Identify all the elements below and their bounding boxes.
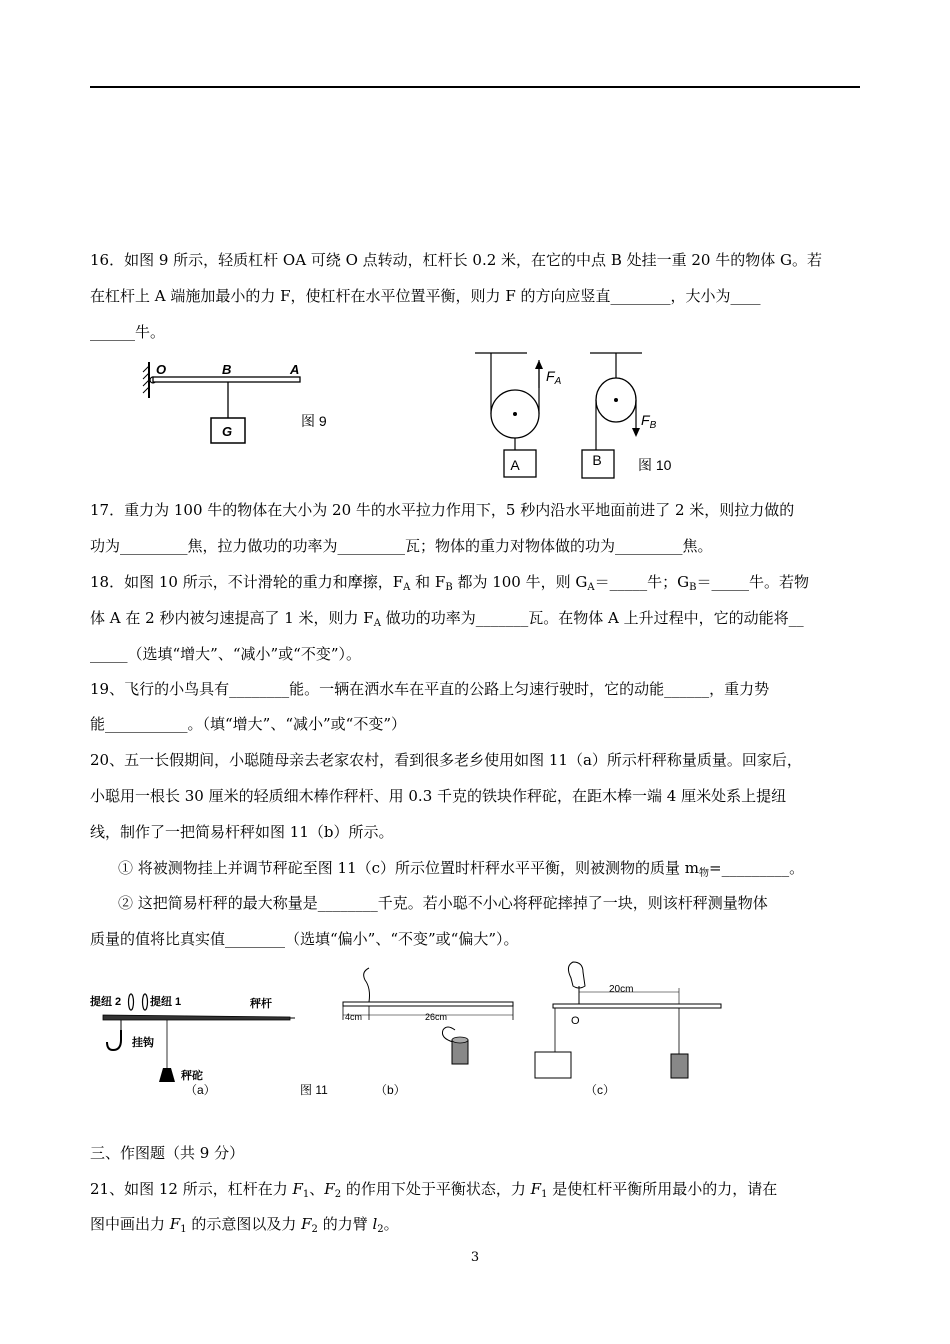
q21-line2: 图中画出力 $F_1$ 的示意图以及力 $F_2$ 的力臂 $l_2$。	[90, 1215, 399, 1235]
q16-line3: ______牛。	[90, 323, 166, 341]
weight-label: 秤砣	[181, 1070, 203, 1082]
q18-line3: _____（选填“增大”、“减小”或“不变”）。	[90, 645, 362, 663]
steelyard-beam	[103, 1015, 290, 1020]
rod-c	[553, 1004, 721, 1008]
knob1	[143, 994, 148, 1010]
hand-c	[568, 962, 585, 988]
object-c	[535, 1052, 571, 1078]
figure-10	[470, 348, 690, 483]
q17-line1: 17．重力为 100 牛的物体在大小为 20 牛的水平拉力作用下，5 秒内沿水平地面前进了 2 米，则拉力做的	[90, 501, 795, 519]
weight-b	[452, 1040, 468, 1064]
beam-label: 秤杆	[250, 998, 272, 1010]
box-a	[504, 450, 536, 477]
figure-9	[135, 356, 365, 452]
len-4cm: 4cm	[345, 1012, 363, 1022]
figure-11	[85, 958, 745, 1098]
len-26cm: 26cm	[425, 1012, 448, 1022]
fig10-caption: 图 10	[638, 457, 672, 473]
knob1-label: 提纽 1	[150, 996, 182, 1008]
box-a-label: A	[510, 457, 520, 473]
q16-line1: 16．如图 9 所示，轻质杠杆 OA 可绕 O 点转动，杠杆长 0.2 米，在它的中点 B 处挂一重 20 牛的物体 G。若	[90, 251, 822, 269]
label-c: （c）	[585, 1083, 616, 1097]
hook	[107, 1030, 121, 1050]
q20-item2: ② 这把简易杆秤的最大称量是________千克。若小聪不小心将秤砣摔掉了一块，则该杆秤测量物体	[118, 894, 768, 912]
q19-line1: 19、飞行的小鸟具有________能。一辆在洒水车在平直的公路上匀速行驶时，它的动能______，重力势	[90, 680, 770, 698]
page-number: 3	[470, 1250, 480, 1265]
q20-item1: ① 将被测物挂上并调节秤砣至图 11（c）所示位置时杆秤水平平衡，则被测物的质量 $m_物=\_\_\_\_\_\_\_\_\_$。	[118, 859, 805, 879]
force-b: $F_B$	[641, 412, 657, 431]
force-a: $F_A$	[546, 368, 562, 387]
knob2	[129, 994, 134, 1010]
point-o: O	[571, 1015, 580, 1027]
label-b: B	[222, 362, 232, 377]
q20-item2-line2: 质量的值将比真实值________（选填“偏小”、“不变”或“偏大”）。	[90, 930, 519, 948]
rod-b	[343, 1002, 513, 1006]
q21-line1: 21、如图 12 所示，杠杆在力 $F_1$、$F_2$ 的作用下处于平衡状态，力 $F_1$ 是使杠杆平衡所用最小的力，请在	[90, 1180, 778, 1200]
q20-line2: 小聪用一根长 30 厘米的轻质细木棒作秤杆、用 0.3 千克的铁块作秤砣，在距木棒一端 4 厘米处系上提纽	[90, 787, 787, 805]
label-o: O	[156, 362, 167, 377]
len-20cm: 20cm	[609, 984, 634, 995]
q19-line2: 能___________。（填“增大”、“减小”或“不变”）	[90, 715, 407, 733]
fig11b	[343, 968, 513, 1064]
fig11-caption: 图 11	[300, 1083, 328, 1097]
label-b: （b）	[375, 1083, 406, 1097]
knob2-label: 提纽 2	[90, 996, 122, 1008]
arrow-fa	[535, 360, 543, 369]
hook-label: 挂钩	[132, 1037, 154, 1049]
q17-line2: 功为_________焦，拉力做功的功率为_________瓦；物体的重力对物体做的功为_________焦。	[90, 537, 713, 555]
q18-line2: 体 A 在 2 秒内被匀速提高了 1 米，则力 $F_A$ 做功的功率为_______瓦。在物体 A 上升过程中，它的动能将__	[90, 609, 804, 629]
header-rule	[90, 86, 860, 88]
q18-line1: 18．如图 10 所示，不计滑轮的重力和摩擦，$F_A$ 和 $F_B$ 都为 100 牛，则 $G_A=\_\_\_\_\_$牛；$G_B=\_\_\_\_\_$牛。若物	[90, 573, 809, 593]
section3-title: 三、作图题（共 9 分）	[90, 1144, 245, 1162]
q16-line2: 在杠杆上 A 端施加最小的力 F，使杠杆在水平位置平衡，则力 F 的方向应竖直________，大小为____	[90, 287, 761, 305]
fig11c	[535, 962, 721, 1097]
arrow-fb	[632, 428, 640, 437]
q20-line3: 线，制作了一把简易杆秤如图 11（b）所示。	[90, 823, 394, 841]
lever-oa	[153, 377, 300, 382]
label-g: G	[222, 424, 233, 439]
string-b	[364, 968, 370, 1002]
fig11a	[90, 994, 295, 1097]
fig9-caption: 图 9	[301, 413, 327, 429]
box-b-label: B	[592, 452, 602, 468]
counterweight	[159, 1068, 175, 1082]
weight-c	[671, 1054, 688, 1078]
q20-line1: 20、五一长假期间，小聪随母亲去老家农村，看到很多老乡使用如图 11（a）所示杆秤称量质量。回家后，	[90, 751, 802, 769]
label-a: A	[290, 362, 300, 377]
label-a: （a）	[185, 1083, 216, 1097]
